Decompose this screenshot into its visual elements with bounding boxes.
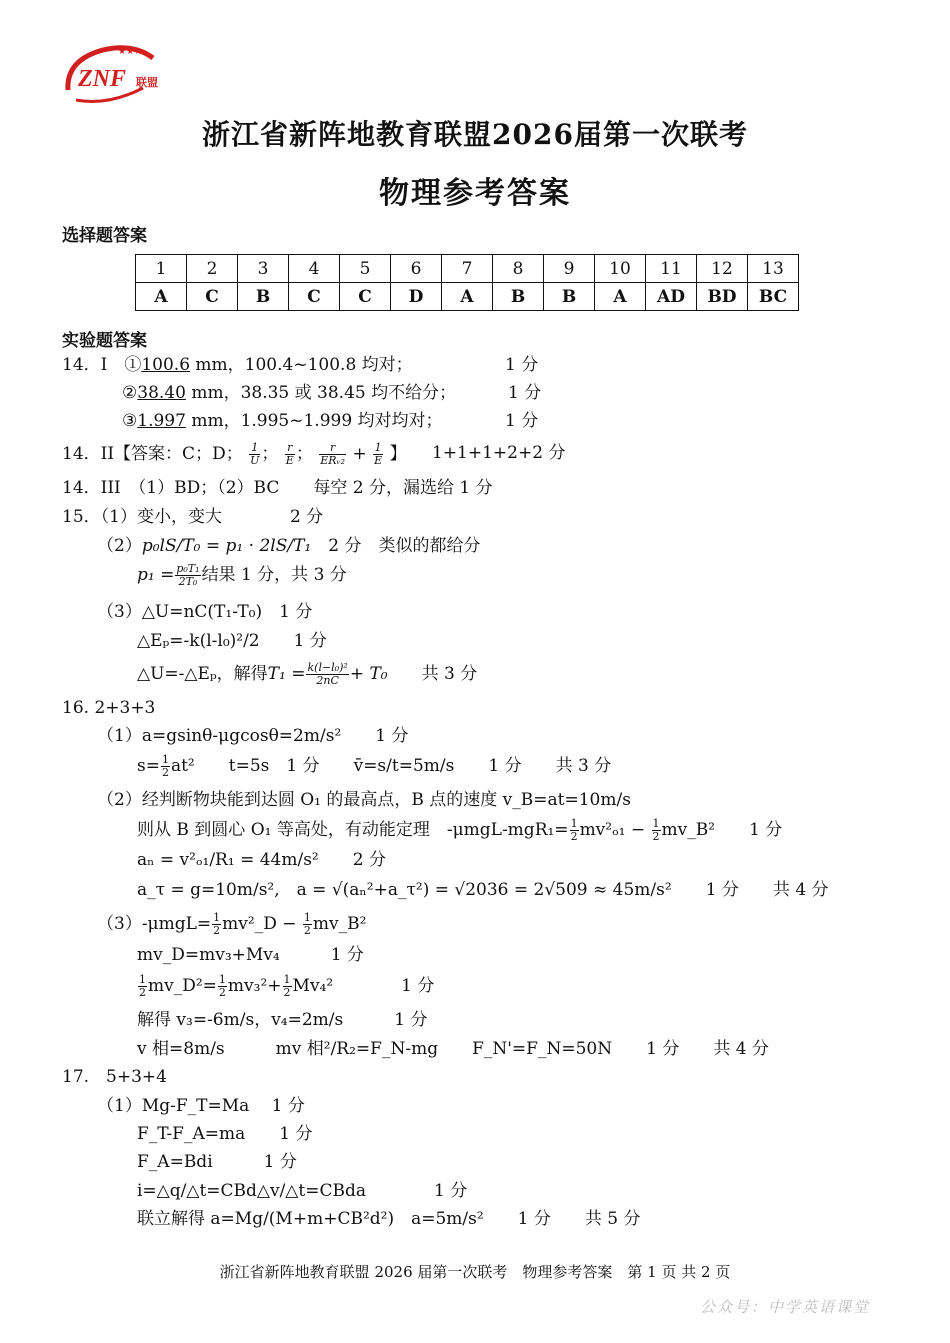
choice-answer-table bbox=[135, 254, 799, 311]
watermark: 公众号：中学英语课堂 bbox=[700, 1298, 871, 1316]
q17-line5: 联立解得 a=Mg/(M+m+CB²d²) a=5m/s² 1 分 共 5 分 bbox=[137, 1209, 641, 1229]
answer-cell: B bbox=[238, 283, 289, 311]
q17-header: 17. 5+3+4 bbox=[62, 1067, 167, 1087]
svg-text:★★★: ★★★ bbox=[118, 47, 143, 57]
answer-cell: BC bbox=[748, 283, 799, 311]
svg-text:联盟: 联盟 bbox=[136, 76, 158, 89]
answer-cell: B bbox=[493, 283, 544, 311]
q14-i-line1-score: 1 分 bbox=[505, 355, 539, 375]
answer-cell: AD bbox=[646, 283, 697, 311]
q16-line2: s= $\frac{1}{2}$ at² t=5s 1 分 v̄=s/t=5m/s 1 分 共 3 分 bbox=[137, 753, 612, 779]
q15-line4: （3）△U=nC(T₁-T₀) 1 分 bbox=[97, 602, 313, 622]
question-number-cell: 4 bbox=[289, 255, 340, 283]
question-number-cell: 8 bbox=[493, 255, 544, 283]
q14-ii-line: 14．II【答案：C；D； $\frac{1}{U}$ ； $\frac{r}{E}$ ； $\frac{r}{\text{ERᵥ₂}}$ + $\frac{1}{E}$ 】 bbox=[62, 441, 407, 467]
q15-line2: （2）p₀lS/T₀ = p₁ · 2lS/T₁ 2 分 类似的都给分 bbox=[97, 536, 481, 556]
q16-line10: 解得 v₃=-6m/s，v₄=2m/s 1 分 bbox=[137, 1010, 428, 1030]
q16-line11: v 相=8m/s mv 相²/R₂=F_N-mg F_N'=F_N=50N 1 分 共 4 分 bbox=[137, 1039, 769, 1059]
q15-line5: △Eₚ=-k(l-l₀)²/2 1 分 bbox=[137, 631, 327, 651]
q17-line4: i=△q/△t=CBd△v/△t=CBda 1 分 bbox=[137, 1181, 468, 1201]
q16-header: 16. 2+3+3 bbox=[62, 698, 156, 718]
question-number-cell: 5 bbox=[340, 255, 391, 283]
answer-cell: A bbox=[595, 283, 646, 311]
question-number-cell: 11 bbox=[646, 255, 697, 283]
answer-cell: B bbox=[544, 283, 595, 311]
question-number-cell: 13 bbox=[748, 255, 799, 283]
q14-iii-line: 14．III （1）BD；（2）BC 每空 2 分，漏选给 1 分 bbox=[62, 478, 493, 498]
q16-line6: a_τ = g=10m/s², a = √(aₙ²+a_τ²) = √2036 = 2√509 ≈ 45m/s² 1 分 共 4 分 bbox=[137, 880, 829, 900]
question-number-cell: 2 bbox=[187, 255, 238, 283]
q15-line1: 15．（1）变小，变大 2 分 bbox=[62, 507, 324, 527]
question-number-cell: 1 bbox=[136, 255, 187, 283]
answer-cell: C bbox=[289, 283, 340, 311]
q17-line2: F_T-F_A=ma 1 分 bbox=[137, 1124, 313, 1144]
q14-i-line1: 14．I ①100.6 mm，100.4~100.8 均对； bbox=[62, 355, 413, 375]
znf-logo-icon bbox=[58, 40, 168, 108]
q14-i-line3: ③1.997 mm，1.995~1.999 均对均对； bbox=[122, 411, 443, 431]
answer-cell: D bbox=[391, 283, 442, 311]
q15-line6: △U=-△Eₚ，解得T₁ = $\frac{\text{k(l−l₀)²}}{2nC}$ + T₀ 共 3 分 bbox=[137, 661, 478, 687]
q16-line1: （1）a=gsinθ-μgcosθ=2m/s² 1 分 bbox=[97, 726, 409, 746]
answer-cell: C bbox=[187, 283, 238, 311]
question-number-cell: 3 bbox=[238, 255, 289, 283]
page-footer: 浙江省新阵地教育联盟 2026 届第一次联考 物理参考答案 第 1 页 共 2 页 bbox=[219, 1263, 731, 1281]
answer-cell: C bbox=[340, 283, 391, 311]
q16-line4: 则从 B 到圆心 O₁ 等高处，有动能定理 -μmgL-mgR₁= $\frac{1}{2}$ mv²ₒ₁ − $\frac{1}{2}$ mv_B² 1 分 bbox=[137, 817, 783, 843]
answer-cell: A bbox=[136, 283, 187, 311]
question-number-cell: 9 bbox=[544, 255, 595, 283]
q16-line3: （2）经判断物块能到达圆 O₁ 的最高点，B 点的速度 v_B=at=10m/s bbox=[97, 790, 631, 810]
question-number-cell: 10 bbox=[595, 255, 646, 283]
experiment-heading: 实验题答案 bbox=[62, 331, 147, 351]
page-subtitle: 物理参考答案 bbox=[379, 176, 571, 211]
q16-line9: $\frac{1}{2}$ mv_D²= $\frac{1}{2}$ mv₃²+ $\frac{1}{2}$ Mv₄² 1 分 bbox=[139, 973, 435, 999]
q17-line1: （1）Mg-F_T=Ma 1 分 bbox=[97, 1096, 305, 1116]
q16-line8: mv_D=mv₃+Mv₄ 1 分 bbox=[137, 945, 364, 965]
q14-i-line3-score: 1 分 bbox=[505, 411, 539, 431]
q14-i-line2: ②38.40 mm，38.35 或 38.45 均不给分； bbox=[122, 383, 457, 403]
answer-cell: BD bbox=[697, 283, 748, 311]
answer-cell: A bbox=[442, 283, 493, 311]
svg-text:ZNF: ZNF bbox=[78, 66, 126, 92]
q14-i-line2-score: 1 分 bbox=[508, 383, 542, 403]
q14-ii-score: 1+1+1+2+2 分 bbox=[432, 443, 566, 463]
q16-line5: aₙ = v²ₒ₁/R₁ = 44m/s² 2 分 bbox=[137, 850, 386, 870]
question-number-cell: 7 bbox=[442, 255, 493, 283]
q16-line7: （3）-μmgL= $\frac{1}{2}$ mv²_D − $\frac{1}{2}$ mv_B² bbox=[97, 911, 367, 937]
question-number-cell: 6 bbox=[391, 255, 442, 283]
q17-line3: F_A=Bdi 1 分 bbox=[137, 1152, 297, 1172]
choice-heading: 选择题答案 bbox=[62, 226, 147, 246]
page-title: 浙江省新阵地教育联盟2026届第一次联考 bbox=[202, 118, 748, 151]
q15-line3: p₁ = $\frac{\text{p₀T₁}}{\text{2T₀}}$ 结果 1 分，共 3 分 bbox=[137, 562, 347, 588]
question-number-cell: 12 bbox=[697, 255, 748, 283]
